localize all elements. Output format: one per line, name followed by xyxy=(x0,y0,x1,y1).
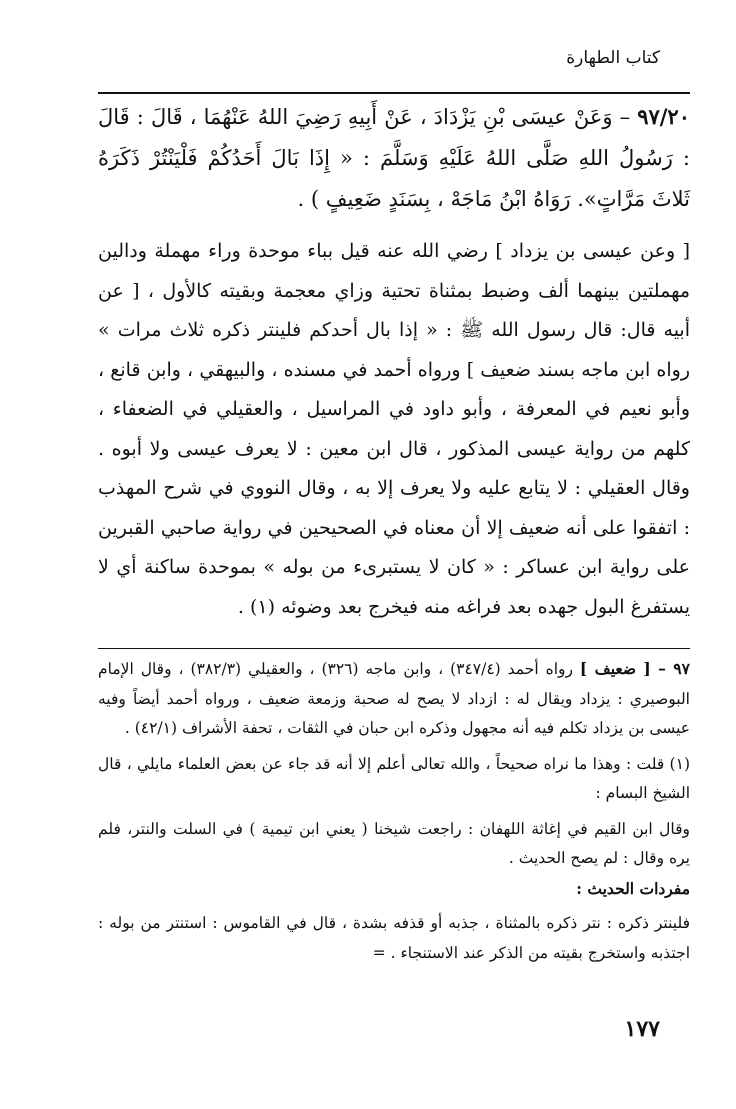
vocabulary-heading: مفردات الحديث : xyxy=(576,878,690,898)
footnote-97-lead: ٩٧ – [ ضعيف ] xyxy=(579,659,690,678)
hadith-text xyxy=(98,96,690,220)
footnotes xyxy=(98,654,690,968)
footnote-rule xyxy=(98,648,690,649)
commentary-paragraph: [ وعن عيسى بن يزداد ] رضي الله عنه قيل بباء موحدة وراء مهملة ودالين مهملتين بينهما ألف وضبط بمثناة تحتية وزاي معجمة وبقيته كالأول ، [ عن أبيه قال: قال رسول الله ﷺ : « إذا بال أحدكم فلينتر ذكره ثلاث مرات » رواه ابن ماجه بسند ضعيف ] ورواه أحمد في مسنده ، والبيهقي ، وابن قانع ، وأبو نعيم في المعرفة ، وأبو داود في المراسيل ، والعقيلي في الضعفاء ، كلهم من رواية عيسى المذكور ، قال ابن معين : لا يعرف عيسى ولا أبوه . وقال العقيلي : لا يتابع عليه ولا يعرف إلا به ، وقال النووي في شرح المهذب : اتفقوا على أنه ضعيف إلا أن معناه في الصحيحين في رواية صاحبي القبرين على رواية ابن عساكر : « كان لا يستبرىء من بوله » بموحدة ساكنة أي لا يستفرغ البول جهده بعد فراغه منه فيخرج بعد وضوئه (١) . xyxy=(98,240,690,618)
footnote-97 xyxy=(98,654,690,744)
footnote-quote: وقال ابن القيم في إغاثة اللهفان : راجعت شيخنا ( يعني ابن تيمية ) في السلت والنتر، فلم يره وقال : لم يصح الحديث . xyxy=(98,819,690,867)
vocabulary-text xyxy=(98,909,690,968)
vocabulary-body: فلينتر ذكره : نتر ذكره بالمثناة ، جذبه أو قذفه بشدة ، قال في القاموس : استنتر من بوله : اجتذبه واستخرج بقيته من الذكر عند الاستنجاء . xyxy=(98,914,690,962)
continuation-mark: = xyxy=(372,943,386,962)
header-rule xyxy=(98,92,690,94)
footnote-97-text: رواه أحمد (٣٤٧/٤) ، وابن ماجه (٣٢٦) ، والعقيلي (٣٨٢/٣) ، وقال الإمام البوصيري : يزداد ويقال له : ازداد لا يصح له صحبة وزمعة ضعيف ، ورواه أحمد أيضاً وفيه عيسى بن يزداد تكلم فيه أنه مجهول وذكره ابن حبان في الثقات ، تحفة الأشراف (٤٢/١) . xyxy=(98,660,690,737)
hadith-number: ٩٧/٢٠ xyxy=(637,104,690,129)
running-header: كتاب الطهارة xyxy=(566,48,660,68)
page-number: ١٧٧ xyxy=(624,1016,660,1042)
hadith-body: – وَعَنْ عيسَى بْنِ يَزْدَادَ ، عَنْ أَبِيهِ رَضِيَ اللهُ عَنْهُمَا ، قَالَ : قَالَ : رَسُولُ اللهِ صَلَّى اللهُ عَلَيْهِ وَسَلَّمَ : « إِذَا بَالَ أَحَدُكُمْ فَلْيَنْتُرْ ذَكَرَهُ ثَلاثَ مَرَّاتٍ». رَوَاهُ ابْنُ مَاجَهْ ، بِسَنَدٍ ضَعِيفٍ ) . xyxy=(98,105,690,211)
footnote-1: (١) قلت : وهذا ما نراه صحيحاً ، والله تعالى أعلم إلا أنه قد جاء عن بعض العلماء مايلي ، قال الشيخ البسام : xyxy=(98,754,690,802)
